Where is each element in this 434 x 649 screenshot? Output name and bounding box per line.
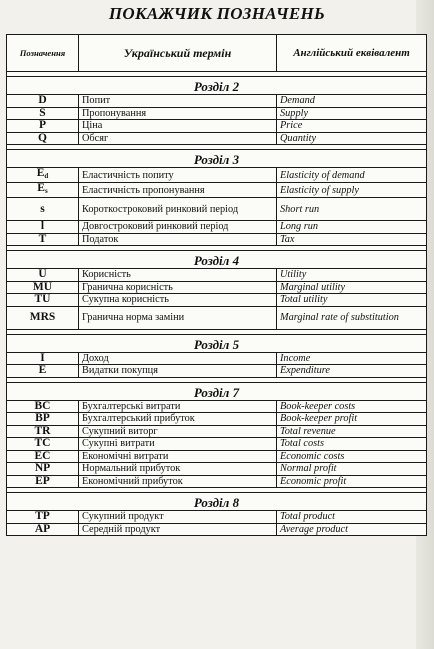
english-term-cell: Elasticity of supply <box>277 183 427 198</box>
table-row <box>7 132 427 145</box>
english-term-cell: Income <box>277 352 427 365</box>
section-heading-row <box>7 382 427 400</box>
ukrainian-term-cell: Видатки покупця <box>79 365 277 378</box>
ukrainian-term-cell: Середній продукт <box>79 523 277 536</box>
symbol-cell <box>7 183 79 198</box>
symbol-text: E <box>36 167 45 179</box>
symbol-text: D <box>38 94 47 107</box>
table-row <box>7 183 427 198</box>
ukrainian-term-cell: Корисність <box>79 269 277 282</box>
symbol-text: BC <box>34 399 51 412</box>
symbol-text: NP <box>34 462 51 475</box>
table-row <box>7 523 427 536</box>
ukrainian-term-cell: Короткостроковий ринковий період <box>79 198 277 221</box>
ukrainian-term-cell: Доход <box>79 352 277 365</box>
table-row <box>7 511 427 524</box>
symbol-text: TC <box>34 437 51 450</box>
table-row <box>7 425 427 438</box>
ukrainian-term-cell: Сукупні витрати <box>79 438 277 451</box>
symbol-cell <box>7 463 79 476</box>
ukrainian-term-cell: Сукупна корисність <box>79 294 277 307</box>
section-title: Розділ 5 <box>7 334 427 352</box>
english-term-cell: Book-keeper profit <box>277 413 427 426</box>
english-term-cell: Marginal utility <box>277 281 427 294</box>
symbol-text: E <box>38 364 47 377</box>
english-term-cell: Total costs <box>277 438 427 451</box>
ukrainian-term-cell: Податок <box>79 233 277 246</box>
symbol-text: S <box>39 106 46 119</box>
header-symbol: Позначення <box>7 35 79 72</box>
section-heading-row <box>7 77 427 95</box>
header-english-equivalent: Англійський еквівалент <box>277 35 427 72</box>
english-term-cell: Price <box>277 120 427 133</box>
section-heading-row <box>7 150 427 168</box>
table-row <box>7 168 427 183</box>
symbol-cell <box>7 438 79 451</box>
symbol-cell <box>7 168 79 183</box>
symbol-cell <box>7 198 79 221</box>
ukrainian-term-cell: Ціна <box>79 120 277 133</box>
table-row <box>7 233 427 246</box>
symbol-cell <box>7 352 79 365</box>
symbol-text: T <box>38 232 47 245</box>
table-row <box>7 269 427 282</box>
english-term-cell: Elasticity of demand <box>277 168 427 183</box>
table-row <box>7 221 427 234</box>
symbol-cell <box>7 233 79 246</box>
ukrainian-term-cell: Еластичність попиту <box>79 168 277 183</box>
symbols-table <box>6 34 427 536</box>
ukrainian-term-cell: Бухгалтерський прибуток <box>79 413 277 426</box>
ukrainian-term-cell: Еластичність пропонування <box>79 183 277 198</box>
symbol-cell <box>7 413 79 426</box>
english-term-cell: Tax <box>277 233 427 246</box>
english-term-cell: Book-keeper costs <box>277 400 427 413</box>
ukrainian-term-cell: Бухгалтерські витрати <box>79 400 277 413</box>
symbol-cell <box>7 269 79 282</box>
page-title: ПОКАЖЧИК ПОЗНАЧЕНЬ <box>108 4 326 23</box>
ukrainian-term-cell: Сукупний виторг <box>79 425 277 438</box>
section-title: Розділ 3 <box>7 150 427 168</box>
symbol-text: TR <box>34 424 51 437</box>
symbol-cell <box>7 365 79 378</box>
symbol-text: MRS <box>29 311 56 323</box>
ukrainian-term-cell: Попит <box>79 95 277 108</box>
ukrainian-term-cell: Економічний прибуток <box>79 475 277 488</box>
table-row <box>7 463 427 476</box>
english-term-cell: Normal profit <box>277 463 427 476</box>
symbol-text: EP <box>35 474 50 487</box>
table-body <box>7 72 427 536</box>
symbol-cell <box>7 221 79 234</box>
english-term-cell: Economic profit <box>277 475 427 488</box>
table-row <box>7 438 427 451</box>
table-row <box>7 413 427 426</box>
symbol-cell <box>7 425 79 438</box>
table-row <box>7 400 427 413</box>
symbol-cell <box>7 281 79 294</box>
symbol-text: I <box>40 351 45 364</box>
english-term-cell: Total revenue <box>277 425 427 438</box>
ukrainian-term-cell: Нормальний прибуток <box>79 463 277 476</box>
english-term-cell: Supply <box>277 107 427 120</box>
english-term-cell: Total utility <box>277 294 427 307</box>
english-term-cell: Short run <box>277 198 427 221</box>
english-term-cell: Average product <box>277 523 427 536</box>
symbol-subscript: d <box>44 172 49 180</box>
english-term-cell: Utility <box>277 269 427 282</box>
ukrainian-term-cell: Пропонування <box>79 107 277 120</box>
ukrainian-term-cell: Обсяг <box>79 132 277 145</box>
symbol-text: TU <box>34 293 51 306</box>
symbol-cell <box>7 523 79 536</box>
symbol-text: U <box>38 268 47 281</box>
english-term-cell: Marginal rate of substitution <box>277 306 427 329</box>
header-ukrainian-term: Український термін <box>79 35 277 72</box>
symbol-cell <box>7 107 79 120</box>
section-title: Розділ 4 <box>7 251 427 269</box>
symbol-cell <box>7 294 79 307</box>
english-term-cell: Quantity <box>277 132 427 145</box>
english-term-cell: Expenditure <box>277 365 427 378</box>
section-heading-row <box>7 493 427 511</box>
section-heading-row <box>7 334 427 352</box>
symbol-text: P <box>38 119 47 132</box>
ukrainian-term-cell: Економічні витрати <box>79 450 277 463</box>
symbol-text: BP <box>35 412 50 425</box>
symbol-cell <box>7 132 79 145</box>
english-term-cell: Economic costs <box>277 450 427 463</box>
english-term-cell: Demand <box>277 95 427 108</box>
symbol-text: MU <box>32 280 53 293</box>
symbol-cell <box>7 120 79 133</box>
symbol-cell <box>7 306 79 329</box>
section-title: Розділ 7 <box>7 382 427 400</box>
table-row <box>7 365 427 378</box>
ukrainian-term-cell: Гранична норма заміни <box>79 306 277 329</box>
symbol-text: AP <box>34 522 51 535</box>
table-row <box>7 281 427 294</box>
table-row <box>7 475 427 488</box>
table-row <box>7 120 427 133</box>
ukrainian-term-cell: Гранична корисність <box>79 281 277 294</box>
symbol-text: EC <box>34 449 51 462</box>
symbol-cell <box>7 450 79 463</box>
section-heading-row <box>7 251 427 269</box>
symbol-cell <box>7 511 79 524</box>
symbol-cell <box>7 475 79 488</box>
table-header-row <box>7 35 427 72</box>
ukrainian-term-cell: Довгостроковий ринковий період <box>79 221 277 234</box>
symbol-text: TP <box>35 510 50 523</box>
section-title: Розділ 8 <box>7 493 427 511</box>
symbol-cell <box>7 95 79 108</box>
table-row <box>7 450 427 463</box>
english-term-cell: Total product <box>277 511 427 524</box>
symbol-text: Q <box>38 131 47 144</box>
english-term-cell: Long run <box>277 221 427 234</box>
table-row <box>7 198 427 221</box>
table-row <box>7 107 427 120</box>
section-title: Розділ 2 <box>7 77 427 95</box>
table-row <box>7 352 427 365</box>
table-row <box>7 294 427 307</box>
symbol-subscript: s <box>44 187 48 195</box>
ukrainian-term-cell: Сукупний продукт <box>79 511 277 524</box>
symbol-cell <box>7 400 79 413</box>
table-row <box>7 306 427 329</box>
symbol-text: l <box>40 220 45 233</box>
table-row <box>7 95 427 108</box>
symbol-text: s <box>40 202 45 215</box>
symbol-text: E <box>37 182 45 194</box>
